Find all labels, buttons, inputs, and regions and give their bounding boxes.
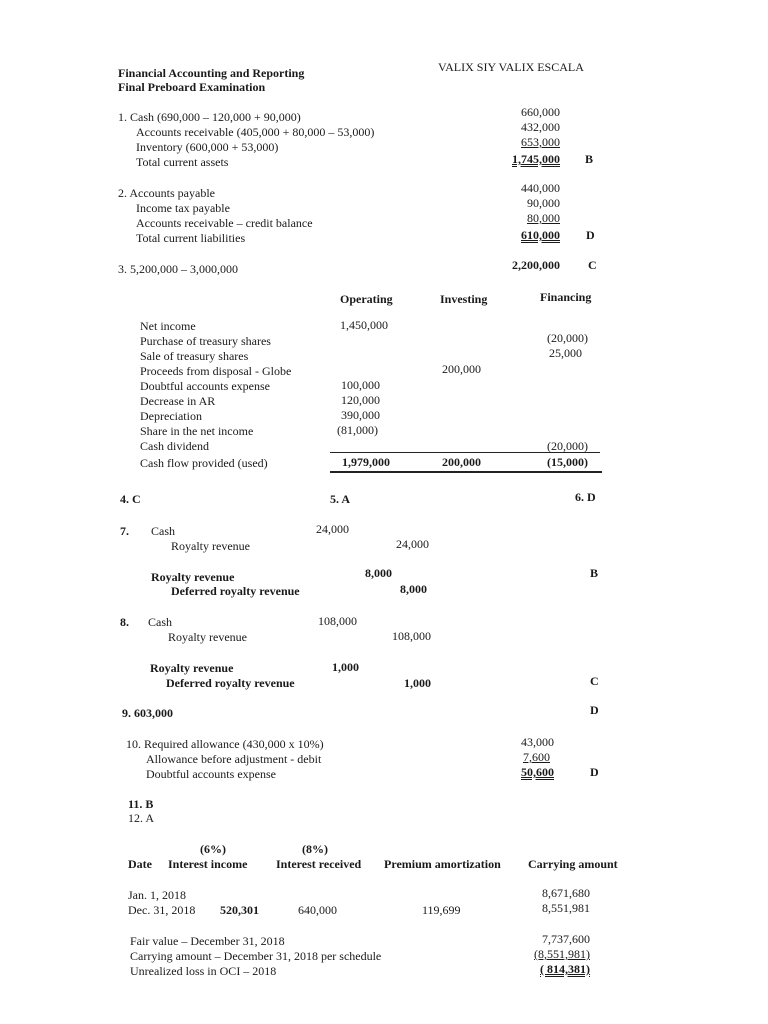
q2-line-label: Accounts receivable – credit balance bbox=[136, 216, 313, 230]
cashflow-total-operating: 1,979,000 bbox=[342, 455, 390, 469]
q7-adj-debit-account: Royalty revenue bbox=[151, 570, 235, 584]
answer-q4: 4. C bbox=[120, 492, 141, 506]
schedule-header-interest-received: Interest received bbox=[276, 857, 362, 871]
q8-debit-account: Cash bbox=[148, 615, 172, 629]
cashflow-total-label: Cash flow provided (used) bbox=[140, 456, 268, 470]
q10-line-label: 10. Required allowance (430,000 x 10%) bbox=[126, 737, 324, 751]
q2-amount: 80,000 bbox=[527, 211, 560, 225]
q8-answer: C bbox=[590, 674, 599, 688]
q3-label: 3. 5,200,000 – 3,000,000 bbox=[118, 262, 238, 276]
q8-credit-amount: 108,000 bbox=[392, 629, 431, 643]
cashflow-row-label: Decrease in AR bbox=[140, 394, 216, 408]
cashflow-header-investing: Investing bbox=[440, 292, 488, 306]
q9-answer: D bbox=[590, 703, 599, 717]
fairvalue-line-label: Carrying amount – December 31, 2018 per schedule bbox=[130, 949, 382, 963]
q8-adj-debit-account: Royalty revenue bbox=[150, 661, 234, 675]
schedule-row-date: Dec. 31, 2018 bbox=[128, 903, 196, 917]
cashflow-header-financing: Financing bbox=[540, 290, 592, 304]
fairvalue-amount: (8,551,981) bbox=[534, 947, 590, 961]
cashflow-operating-value: 1,450,000 bbox=[340, 318, 388, 332]
q9-label: 9. 603,000 bbox=[122, 706, 173, 720]
q2-line-label: 2. Accounts payable bbox=[118, 186, 215, 200]
fairvalue-line-label: Fair value – December 31, 2018 bbox=[130, 934, 285, 948]
schedule-row-date: Jan. 1, 2018 bbox=[128, 888, 186, 902]
cashflow-header-operating: Operating bbox=[340, 292, 393, 306]
q1-line-label: Accounts receivable (405,000 + 80,000 – 53,000) bbox=[136, 125, 375, 139]
cashflow-financing-value: 25,000 bbox=[549, 346, 582, 360]
cashflow-row-label: Depreciation bbox=[140, 409, 202, 423]
q7-debit-account: Cash bbox=[151, 524, 175, 538]
q8-debit-amount: 108,000 bbox=[318, 614, 357, 628]
answer-q5: 5. A bbox=[330, 492, 351, 506]
q10-answer: D bbox=[590, 765, 599, 779]
cashflow-financing-value: (20,000) bbox=[547, 439, 588, 453]
q1-amount: 432,000 bbox=[521, 120, 560, 134]
q1-line-label: Inventory (600,000 + 53,000) bbox=[136, 140, 279, 154]
schedule-header-carrying-amount: Carrying amount bbox=[528, 857, 618, 871]
q7-credit-account: Royalty revenue bbox=[171, 539, 250, 553]
q8-number: 8. bbox=[120, 615, 129, 629]
cashflow-total-financing: (15,000) bbox=[547, 455, 588, 469]
q3-amount: 2,200,000 bbox=[512, 258, 560, 272]
fairvalue-total: ( 814,381) bbox=[540, 962, 590, 976]
cashflow-row-label: Share in the net income bbox=[140, 424, 254, 438]
schedule-header-premium-amortization: Premium amortization bbox=[384, 857, 501, 871]
q7-adj-debit-amount: 8,000 bbox=[365, 566, 392, 580]
schedule-row-received: 640,000 bbox=[298, 903, 337, 917]
cashflow-row-label: Cash dividend bbox=[140, 439, 209, 453]
q8-adj-debit-amount: 1,000 bbox=[332, 660, 359, 674]
fairvalue-amount: 7,737,600 bbox=[542, 932, 590, 946]
cashflow-operating-value: 390,000 bbox=[341, 408, 380, 422]
q2-line-label: Total current liabilities bbox=[136, 231, 246, 245]
q3-answer: C bbox=[588, 258, 597, 272]
q7-credit-amount: 24,000 bbox=[396, 537, 429, 551]
schedule-header-date: Date bbox=[128, 857, 152, 871]
document-title: Financial Accounting and Reporting bbox=[118, 66, 305, 80]
cashflow-row-label: Doubtful accounts expense bbox=[140, 379, 270, 393]
cashflow-total-rule bbox=[330, 471, 602, 473]
q8-adj-credit-account: Deferred royalty revenue bbox=[166, 676, 295, 690]
cashflow-operating-value: 120,000 bbox=[341, 393, 380, 407]
answer-q6: 6. D bbox=[575, 490, 596, 504]
q7-adj-credit-account: Deferred royalty revenue bbox=[171, 584, 300, 598]
cashflow-total-investing: 200,000 bbox=[442, 455, 481, 469]
cashflow-row-label: Net income bbox=[140, 319, 196, 333]
q1-amount: 653,000 bbox=[521, 135, 560, 149]
q1-line-label: 1. Cash (690,000 – 120,000 + 90,000) bbox=[118, 110, 301, 124]
q2-amount: 90,000 bbox=[527, 196, 560, 210]
q10-amount: 7,600 bbox=[523, 750, 550, 764]
q1-total: 1,745,000 bbox=[512, 152, 560, 166]
q1-answer: B bbox=[585, 152, 594, 166]
cashflow-subtotal-rule bbox=[330, 452, 600, 453]
answer-q12: 12. A bbox=[128, 811, 155, 825]
schedule-row-carrying: 8,551,981 bbox=[542, 901, 590, 915]
cashflow-operating-value: 100,000 bbox=[341, 378, 380, 392]
q10-line-label: Allowance before adjustment - debit bbox=[146, 752, 322, 766]
q8-credit-account: Royalty revenue bbox=[168, 630, 247, 644]
schedule-rate-nominal: (8%) bbox=[302, 842, 328, 856]
q2-total: 610,000 bbox=[521, 228, 560, 242]
schedule-header-interest-income: Interest income bbox=[168, 857, 248, 871]
schedule-row-income: 520,301 bbox=[220, 903, 259, 917]
cashflow-row-label: Purchase of treasury shares bbox=[140, 334, 271, 348]
document-authors: VALIX SIY VALIX ESCALA bbox=[438, 60, 584, 74]
q7-number: 7. bbox=[120, 524, 129, 538]
schedule-row-carrying: 8,671,680 bbox=[542, 886, 590, 900]
q1-amount: 660,000 bbox=[521, 105, 560, 119]
q10-line-label: Doubtful accounts expense bbox=[146, 767, 276, 781]
q7-debit-amount: 24,000 bbox=[316, 522, 349, 536]
q2-answer: D bbox=[586, 228, 595, 242]
cashflow-operating-value: (81,000) bbox=[337, 423, 378, 437]
cashflow-row-label: Proceeds from disposal - Globe bbox=[140, 364, 292, 378]
q10-total: 50,600 bbox=[521, 765, 554, 779]
schedule-row-amortization: 119,699 bbox=[422, 903, 461, 917]
schedule-rate-effective: (6%) bbox=[200, 842, 226, 856]
cashflow-financing-value: (20,000) bbox=[547, 331, 588, 345]
q7-answer: B bbox=[590, 566, 599, 580]
document-subtitle: Final Preboard Examination bbox=[118, 80, 266, 94]
cashflow-row-label: Sale of treasury shares bbox=[140, 349, 249, 363]
answer-q11: 11. B bbox=[128, 797, 154, 811]
q10-amount: 43,000 bbox=[521, 735, 554, 749]
cashflow-investing-value: 200,000 bbox=[442, 362, 481, 376]
q2-line-label: Income tax payable bbox=[136, 201, 230, 215]
q8-adj-credit-amount: 1,000 bbox=[404, 676, 431, 690]
q1-line-label: Total current assets bbox=[136, 155, 229, 169]
q7-adj-credit-amount: 8,000 bbox=[400, 582, 427, 596]
q2-amount: 440,000 bbox=[521, 181, 560, 195]
fairvalue-line-label: Unrealized loss in OCI – 2018 bbox=[130, 964, 277, 978]
